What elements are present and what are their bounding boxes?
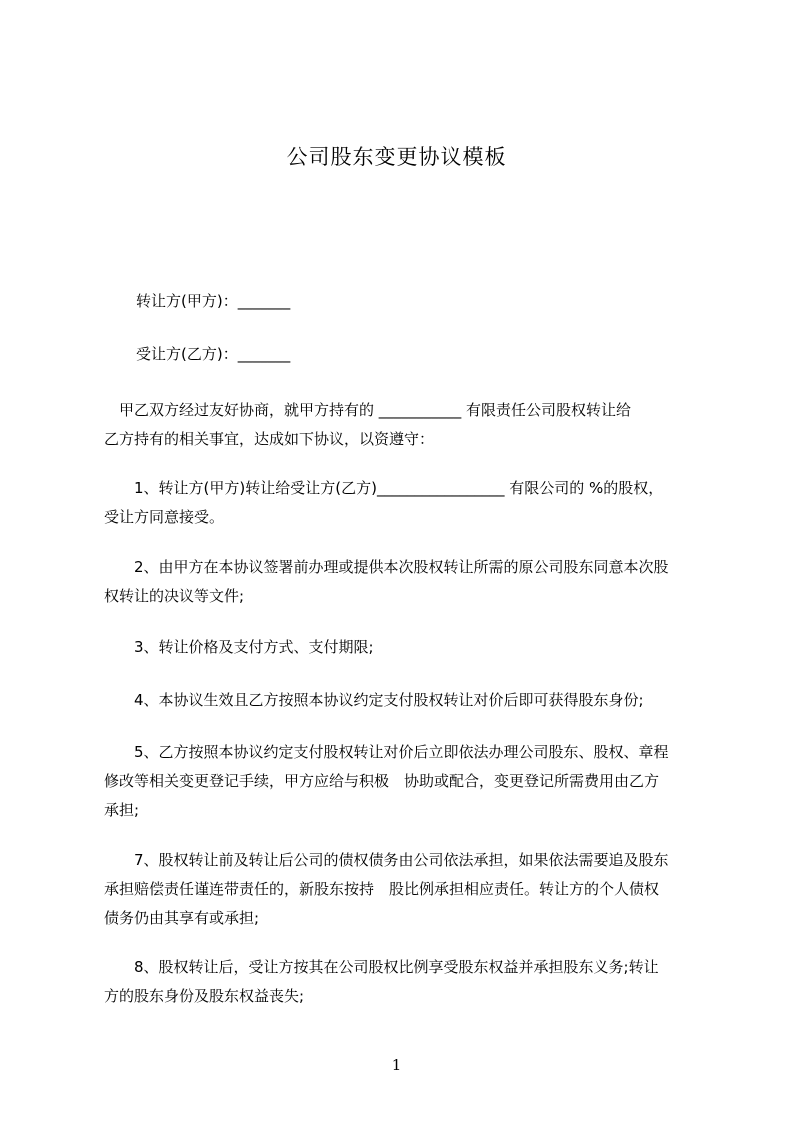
clause-4 xyxy=(104,686,724,715)
paragraph-line: 权转让的决议等文件; xyxy=(104,587,245,605)
paragraph-line: 5、乙方按照本协议约定支付股权转让对价后立即依法办理公司股东、股权、章程 xyxy=(104,743,669,761)
paragraph-line: 受让方同意接受。 xyxy=(104,508,225,526)
clause-5 xyxy=(104,738,724,825)
clause-8 xyxy=(104,953,724,1011)
paragraph-line: 承担; xyxy=(104,801,140,819)
paragraph-line: 4、本协议生效且乙方按照本协议约定支付股权转让对价后即可获得股东身份; xyxy=(104,691,644,709)
paragraph-line: 1、转让方(甲方)转让给受让方(乙方)_________________ 有限公司的 %的股权， xyxy=(104,479,664,497)
clause-7 xyxy=(104,846,724,933)
paragraph-line: 3、转让价格及支付方式、支付期限; xyxy=(104,638,374,656)
paragraph-line: 方的股东身份及股东权益丧失; xyxy=(104,987,305,1005)
paragraph-line: 甲乙双方经过友好协商，就甲方持有的 ___________ 有限责任公司股权转让给 xyxy=(104,401,632,419)
paragraph-intro xyxy=(104,396,724,454)
page-number: 1 xyxy=(391,1056,402,1074)
transferee-field: 受让方(乙方)：_______ xyxy=(136,345,291,363)
clause-1 xyxy=(104,474,724,532)
clause-2 xyxy=(104,553,724,611)
paragraph-line: 承担赔偿责任谨连带责任的，新股东按持 股比例承担相应责任。转让方的个人债权 xyxy=(104,880,660,898)
clause-3 xyxy=(104,633,724,662)
document-title: 公司股东变更协议模板 xyxy=(286,145,507,169)
paragraph-line: 2、由甲方在本协议签署前办理或提供本次股权转让所需的原公司股东同意本次股 xyxy=(104,558,669,576)
transferor-field: 转让方(甲方)：_______ xyxy=(136,292,291,310)
paragraph-line: 债务仍由其享有或承担; xyxy=(104,909,260,927)
paragraph-line: 7、股权转让前及转让后公司的债权债务由公司依法承担，如果依法需要追及股东 xyxy=(104,851,669,869)
paragraph-line: 8、股权转让后，受让方按其在公司股权比例享受股东权益并承担股东义务;转让 xyxy=(104,958,659,976)
paragraph-line: 修改等相关变更登记手续，甲方应给与积极 协助或配合，变更登记所需费用由乙方 xyxy=(104,772,660,790)
paragraph-line: 乙方持有的相关事宜，达成如下协议，以资遵守： xyxy=(104,430,435,448)
